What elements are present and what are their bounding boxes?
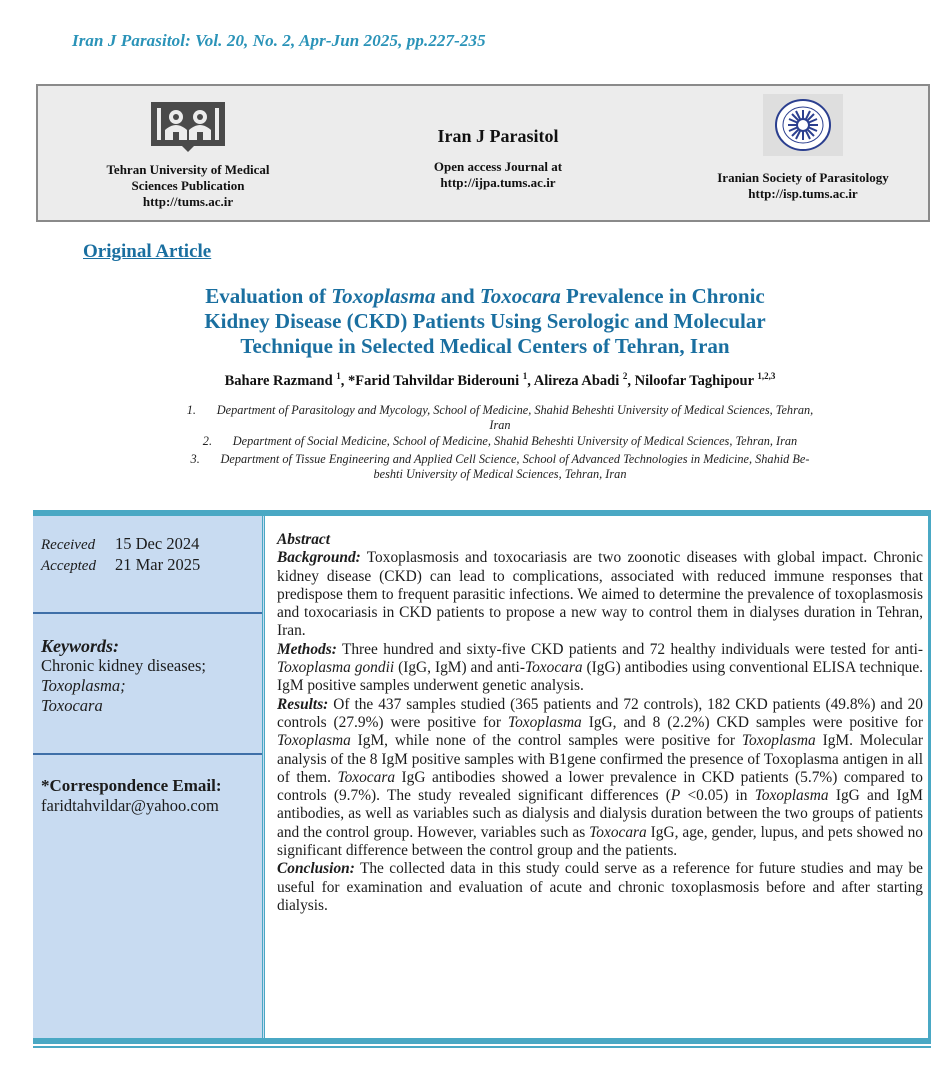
abstract-frame-rule [33, 1046, 931, 1048]
keyword: Chronic kidney diseases; [41, 656, 206, 675]
title-italic-term: Toxocara [479, 284, 561, 308]
society-seal-icon [763, 94, 843, 156]
affiliation-text: Department of Tissue Engineering and Applied Cell Science, School of Advanced Technologies in Medicine, Shahid Be- [220, 452, 810, 466]
affiliation-number: 1. [186, 403, 196, 417]
section-label: Background: [277, 549, 361, 567]
author: Alireza Abadi $^2$, [533, 371, 635, 389]
section-text: The collected data in this study could serve as a reference for future studies and may be useful for examination and evaluation of acute and chronic toxoplasmosis before and after starting dialysis. [277, 860, 923, 914]
keywords-section [41, 636, 259, 716]
title-text: and [435, 284, 480, 308]
abstract-heading: Abstract [277, 531, 331, 548]
correspondence-heading: *Correspondence Email: [41, 776, 222, 795]
title-line-1 [60, 284, 910, 309]
correspondence-section [41, 776, 259, 816]
abstract-conclusion [277, 860, 923, 915]
sidebar-divider [33, 612, 262, 614]
article-dates [41, 534, 259, 576]
publisher-url[interactable]: http://tums.ac.ir [142, 194, 234, 209]
affiliation-2 [95, 434, 905, 449]
section-label: Results: [277, 695, 329, 713]
accepted-date: 21 Mar 2025 [115, 555, 201, 574]
received-label: Received [41, 537, 96, 553]
journal-name: Iran J Parasitol [437, 126, 559, 146]
abstract-body [277, 531, 923, 915]
keywords-heading: Keywords: [41, 636, 119, 656]
publisher-name-line2: Sciences Publication [131, 178, 245, 193]
society-info [683, 94, 923, 202]
abstract-methods: Methods: Three hundred and sixty-five CKD patients and 72 healthy individuals were tested for anti-Toxoplasma gondii (IgG, IgM) and anti-Toxocara (IgG) antibodies using conventional ELISA technique. IgM positive samples underwent genetic analysis. [277, 640, 924, 695]
received-date: 15 Dec 2024 [115, 534, 200, 553]
section-label: Conclusion: [277, 860, 355, 878]
title-italic-term: Toxoplasma [331, 284, 436, 308]
affiliation-3 [95, 452, 905, 482]
affiliation-text: Department of Social Medicine, School of Medicine, Shahid Beheshti University of Medical Sciences, Tehran, Iran [232, 434, 798, 448]
title-line-2: Kidney Disease (CKD) Patients Using Serologic and Molecular [204, 309, 766, 333]
abstract-results: Results: Of the 437 samples studied (365 patients and 72 controls), 182 CKD patients (49.8%) and 20 controls (27.9%) were positive for Toxoplasma IgG, and 8 (2.2%) CKD samples were positive for Toxoplasma IgM, while none of the control samples were positive for Toxoplasma IgM. Molecular analysis of the 8 IgM positive samples with B1gene confirmed the presence of Toxoplasma antigen in all of them. Toxocara IgG antibodies showed a lower prevalence in CKD patients (5.7%) compared to controls (9.7%). The study revealed significant differences (P <0.05) in Toxoplasma IgG and IgM antibodies, as well as variables such as dialysis and dialysis duration between the two groups of patients and the control group. However, variables such as Toxocara IgG, age, gender, lupus, and pets showed no significant difference between the control group and the patients. [277, 695, 924, 860]
journal-url[interactable]: http://ijpa.tums.ac.ir [440, 175, 556, 190]
title-text: Prevalence in Chronic [560, 284, 765, 308]
article-info-sidebar [33, 516, 265, 1038]
society-url[interactable]: http://isp.tums.ac.ir [748, 186, 858, 201]
society-name: Iranian Society of Parasitology [717, 170, 889, 185]
correspondence-email[interactable]: faridtahvildar@yahoo.com [41, 796, 219, 815]
journal-info [378, 126, 618, 191]
journal-header-box [36, 84, 930, 222]
book-logo-icon [149, 100, 227, 152]
accepted-label: Accepted [41, 558, 96, 574]
author: Bahare Razmand $^1$, [224, 371, 349, 389]
author-list [90, 371, 910, 390]
affiliation-number: 2. [202, 434, 213, 448]
title-text: Evaluation of [205, 284, 332, 308]
keyword: Toxocara [41, 696, 103, 715]
affiliation-text-cont: Iran [489, 418, 511, 432]
title-line-3: Technique in Selected Medical Centers of Tehran, Iran [240, 334, 730, 358]
author: Niloofar Taghipour $^{1,2,3}$ [634, 371, 776, 389]
journal-reference: Iran J Parasitol: Vol. 20, No. 2, Apr-Jun 2025, pp.227-235 [72, 31, 486, 50]
affiliation-number: 3. [190, 452, 200, 466]
article-type-label: Original Article [83, 241, 212, 262]
article-title [60, 284, 910, 359]
author: *Farid Tahvildar Biderouni $^1$, [348, 371, 534, 389]
affiliation-text: Department of Parasitology and Mycology, School of Medicine, Shahid Beheshti University of Medical Sciences, Tehran, [216, 403, 814, 417]
publisher-tums [58, 100, 318, 210]
abstract-background [277, 549, 923, 640]
journal-access-text: Open access Journal at [433, 159, 563, 174]
keyword: Toxoplasma; [41, 676, 126, 695]
sidebar-divider [33, 753, 262, 755]
affiliation-text-cont: beshti University of Medical Sciences, Tehran, Iran [373, 467, 627, 481]
section-text: Toxoplasmosis and toxocariasis are two zoonotic diseases with global impact. Chronic kidney disease (CKD) can lead to complications, associated with reduced immune responses that predispose them to frequent parasitic infections. We aimed to determine the prevalence of toxoplasmosis and toxocariasis in CKD patients to propose a new way to control them in dialyses duration in Tehran, Iran. [277, 549, 923, 640]
publisher-name-line1: Tehran University of Medical [106, 162, 270, 177]
section-label: Methods: [277, 640, 337, 658]
affiliation-1 [95, 403, 905, 433]
